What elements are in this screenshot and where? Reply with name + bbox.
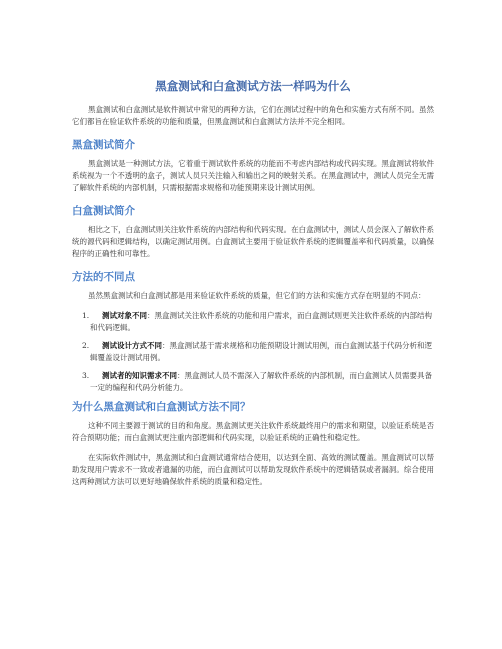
why-paragraph-1: 这种不同主要源于测试的目的和角度。黑盒测试更关注软件系统最终用户的需求和期望，以验证系统是否符合预期功能；而白盒测试更注重内部逻辑和代码实现，以验证系统的正确性和稳定性。 bbox=[72, 421, 434, 442]
why-paragraph-2: 在实际软件测试中，黑盒测试和白盒测试通常结合使用，以达到全面、高效的测试覆盖。黑盒测试可以帮助发现用户需求不一致或者遗漏的功能，而白盒测试可以帮助发现软件系统中的逻辑错误或者漏洞。综合使用这两种测试方法可以更好地确保软件系统的质量和稳定性。 bbox=[72, 453, 434, 486]
list-item-text: ：黑盒测试基于需求规格和功能预期设计测试用例，而白盒测试基于代码分析和逻辑覆盖设计测试用例。 bbox=[90, 341, 432, 362]
list-item bbox=[72, 310, 434, 334]
list-item-text: ：黑盒测试关注软件系统的功能和用户需求，而白盒测试则更关注软件系统的内部结构和代码逻辑。 bbox=[90, 311, 432, 332]
whitebox-paragraph: 相比之下，白盒测试则关注软件系统的内部结构和代码实现。在白盒测试中，测试人员会深入了解软件系统的源代码和逻辑结构，以确定测试用例。白盒测试主要用于验证软件系统的逻辑覆盖率和代码质量，以确保程序的正确性和可靠性。 bbox=[72, 225, 434, 258]
list-item-number: 1. bbox=[82, 311, 90, 320]
intro-paragraph: 黑盒测试和白盒测试是软件测试中常见的两种方法，它们在测试过程中的角色和实施方式有所不同。虽然它们都旨在验证软件系统的功能和质量，但黑盒测试和白盒测试方法并不完全相同。 bbox=[72, 105, 434, 126]
section-heading-blackbox: 黑盒测试简介 bbox=[72, 139, 135, 151]
differences-list bbox=[72, 310, 434, 394]
list-item-term: 测试设计方式不同 bbox=[102, 341, 162, 350]
section-heading-differences: 方法的不同点 bbox=[72, 271, 135, 283]
list-item-term: 测试对象不同 bbox=[102, 311, 147, 320]
list-item bbox=[72, 340, 434, 364]
list-item-number: 3. bbox=[82, 371, 90, 380]
list-item-term: 测试者的知识需求不同 bbox=[102, 371, 177, 380]
list-item-text: ：黑盒测试人员不需深入了解软件系统的内部机制，而白盒测试人员需要具备一定的编程和代码分析能力。 bbox=[90, 371, 432, 392]
blackbox-paragraph: 黑盒测试是一种测试方法，它着重于测试软件系统的功能而不考虑内部结构或代码实现。黑盒测试将软件系统视为一个不透明的盒子，测试人员只关注输入和输出之间的映射关系。在黑盒测试中，测试人员完全无需了解软件系统的内部机制，只需根据需求规格和功能预期来设计测试用例。 bbox=[72, 159, 434, 192]
document-title: 黑盒测试和白盒测试方法一样吗为什么 bbox=[155, 79, 351, 93]
section-heading-whitebox: 白盒测试简介 bbox=[72, 205, 135, 217]
document-page bbox=[72, 78, 434, 488]
list-item-number: 2. bbox=[82, 341, 90, 350]
list-item bbox=[72, 370, 434, 394]
differences-paragraph: 虽然黑盒测试和白盒测试都是用来验证软件系统的质量，但它们的方法和实施方式存在明显的不同点： bbox=[88, 291, 426, 300]
section-heading-why: 为什么黑盒测试和白盒测试方法不同？ bbox=[72, 401, 251, 413]
